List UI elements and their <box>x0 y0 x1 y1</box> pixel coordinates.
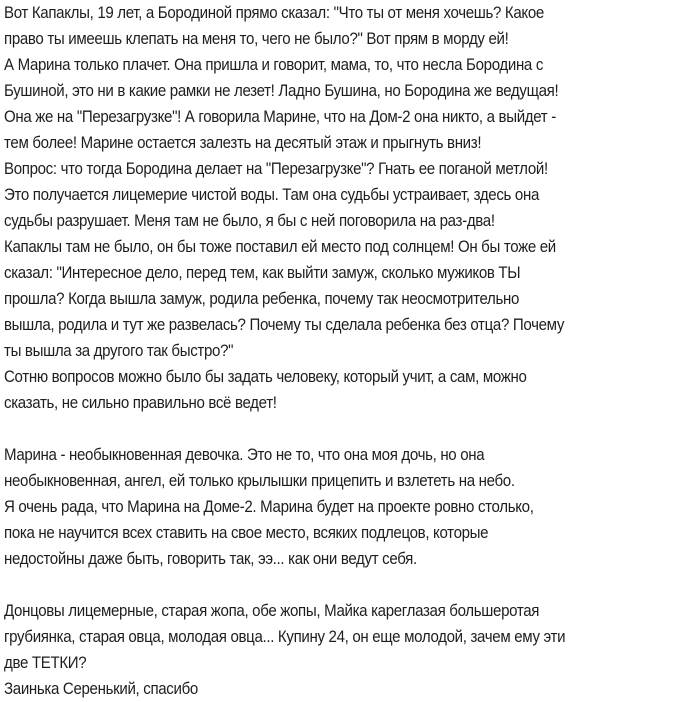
paragraph-gap <box>4 416 699 442</box>
text-line: необыкновенная, ангел, ей только крылышки прицепить и взлететь на небо. <box>4 472 515 490</box>
text-line: А Марина только плачет. Она пришла и говорит, мама, то, что несла Бородина с <box>4 56 544 74</box>
document-body <box>4 0 699 702</box>
text-line: Сотню вопросов можно было бы задать человеку, который учит, а сам, можно <box>4 368 527 386</box>
text-line: Она же на "Перезагрузке"! А говорила Марине, что на Дом-2 она никто, а выйдет - <box>4 108 556 126</box>
paragraph-3 <box>4 598 699 702</box>
text-line: Капаклы там не было, он бы тоже поставил ей место под солнцем! Он бы тоже ей <box>4 238 556 256</box>
text-line: пока не научится всех ставить на свое место, всяких подлецов, которые <box>4 524 489 542</box>
paragraph-1 <box>4 0 699 416</box>
text-line: грубиянка, старая овца, молодая овца... Купину 24, он еще молодой, зачем ему эти <box>4 628 566 646</box>
text-line: вышла, родила и тут же развелась? Почему ты сделала ребенка без отца? Почему <box>4 316 565 334</box>
text-line: право ты имеешь клепать на меня то, чего не было?" Вот прям в морду ей! <box>4 30 509 48</box>
text-line: Это получается лицемерие чистой воды. Там она судьбы устраивает, здесь она <box>4 186 539 204</box>
text-line: Марина - необыкновенная девочка. Это не то, что она моя дочь, но она <box>4 446 485 464</box>
text-line: судьбы разрушает. Меня там не было, я бы с ней поговорила на раз-два! <box>4 212 495 230</box>
text-line: сказать, не сильно правильно всё ведет! <box>4 394 277 412</box>
text-line: сказал: "Интересное дело, перед тем, как выйти замуж, сколько мужиков ТЫ <box>4 264 521 282</box>
text-line: Заинька Серенький, спасибо <box>4 680 198 698</box>
paragraph-2 <box>4 442 699 572</box>
text-line: Бушиной, это ни в какие рамки не лезет! Ладно Бушина, но Бородина же ведущая! <box>4 82 559 100</box>
text-line: ты вышла за другого так быстро?" <box>4 342 234 360</box>
text-line: Вопрос: что тогда Бородина делает на "Перезагрузке"? Гнать ее поганой метлой! <box>4 160 548 178</box>
text-line: две ТЕТКИ? <box>4 654 87 672</box>
paragraph-gap <box>4 572 699 598</box>
text-line: недостойны даже быть, говорить так, ээ... как они ведут себя. <box>4 550 417 568</box>
text-line: Вот Капаклы, 19 лет, а Бородиной прямо сказал: "Что ты от меня хочешь? Какое <box>4 4 544 22</box>
text-line: Я очень рада, что Марина на Доме-2. Марина будет на проекте ровно столько, <box>4 498 534 516</box>
text-line: Донцовы лицемерные, старая жопа, обе жопы, Майка кареглазая большеротая <box>4 602 540 620</box>
text-line: прошла? Когда вышла замуж, родила ребенка, почему так неосмотрительно <box>4 290 520 308</box>
text-line: тем более! Марине остается залезть на десятый этаж и прыгнуть вниз! <box>4 134 482 152</box>
